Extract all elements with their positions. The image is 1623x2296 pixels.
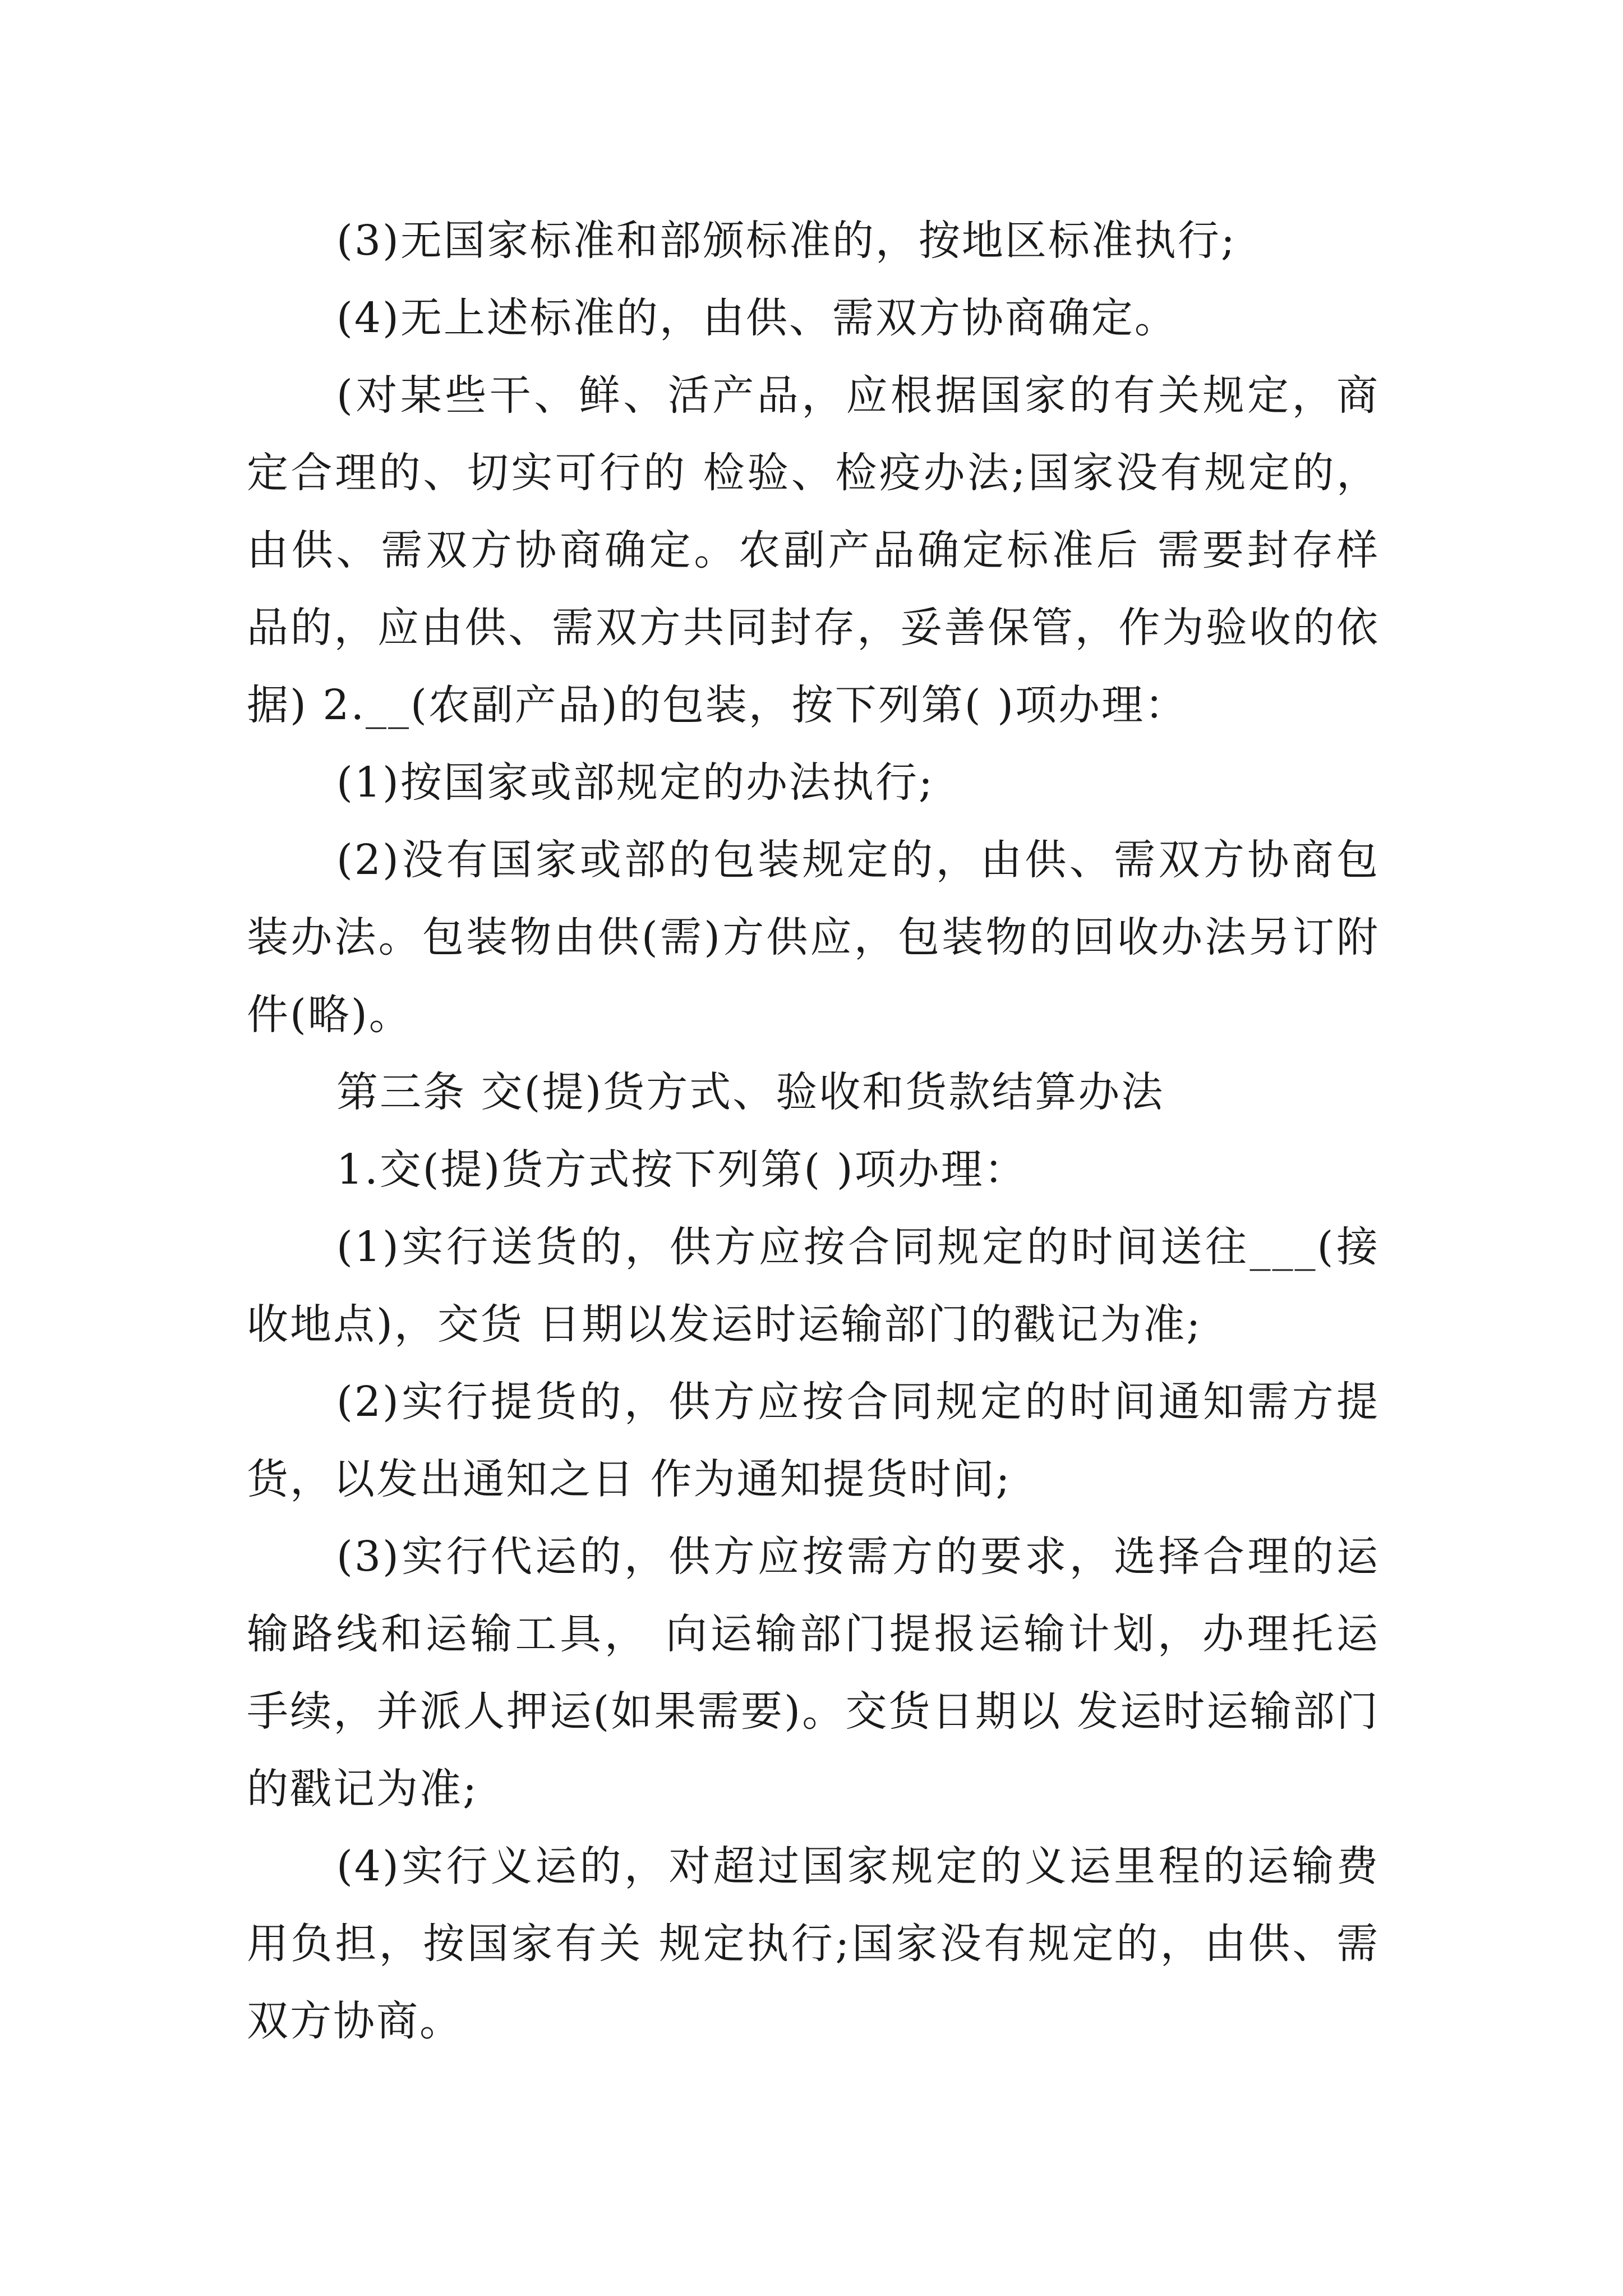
paragraph-packaging-1: (1)按国家或部规定的办法执行; [336, 758, 934, 807]
paragraph-delivery-3: (3)实行代运的，供方应按需方的要求，选择合理的运输路线和运输工具， 向运输部门提报运输计划，办理托运手续，并派人押运(如果需要)。交货日期以 发运时运输部门的戳记为准; [247, 1533, 1380, 1813]
paragraph-delivery-2: (2)实行提货的，供方应按合同规定的时间通知需方提货，以发出通知之日 作为通知提货时间; [247, 1378, 1380, 1503]
document-body [247, 202, 1380, 2060]
paragraph-standard-4: (4)无上述标准的，由供、需双方协商确定。 [336, 294, 1178, 342]
paragraph-packaging-2: (2)没有国家或部的包装规定的，由供、需双方协商包装办法。包装物由供(需)方供应，包装物的回收办法另订附件(略)。 [247, 836, 1380, 1039]
paragraph-standard-3: (3)无国家标准和部颁标准的，按地区标准执行; [336, 217, 1237, 265]
paragraph-delivery-method: 1.交(提)货方式按下列第( )项办理： [336, 1145, 1027, 1194]
paragraph-inspection-note: (对某些干、鲜、活产品，应根据国家的有关规定，商定合理的、切实可行的 检验、检疫办法;国家没有规定的，由供、需双方协商确定。农副产品确定标准后 需要封存样品的，应由供、需双方共同封存，妥善保管，作为验收的依据) 2.__(农副产品)的包装，按下列第( )项办理： [247, 371, 1380, 729]
paragraph-delivery-1: (1)实行送货的，供方应按合同规定的时间送往___(接收地点)，交货 日期以发运时运输部门的戳记为准; [247, 1223, 1380, 1349]
article-three-heading: 第三条 交(提)货方式、验收和货款结算办法 [336, 1068, 1165, 1116]
paragraph-delivery-4: (4)实行义运的，对超过国家规定的义运里程的运输费用负担，按国家有关 规定执行;国家没有规定的，由供、需双方协商。 [247, 1842, 1380, 2045]
